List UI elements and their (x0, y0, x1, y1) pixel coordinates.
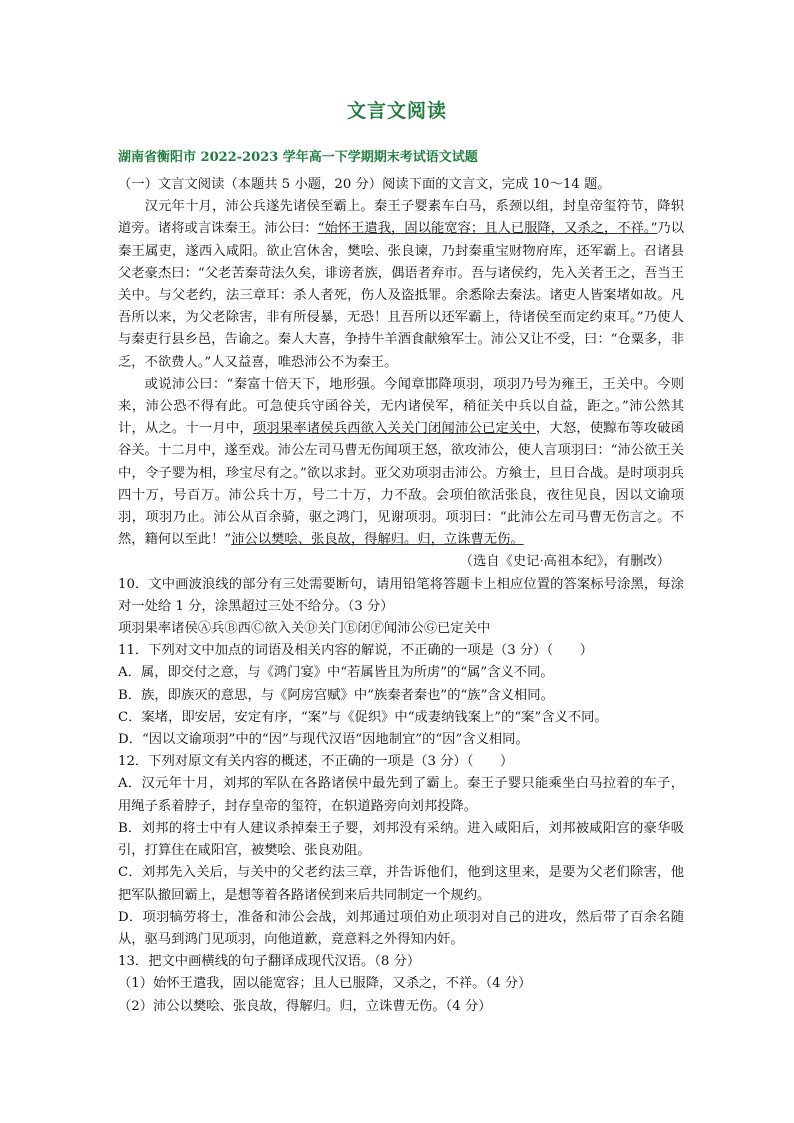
option-11-a: A．属，即交付之意，与《鸿门宴》中“若属皆且为所虏”的“属”含义不同。 (118, 665, 554, 681)
passage-paragraph-1 (118, 196, 684, 374)
intro-line: （一）文言文阅读（本题共 5 小题，20 分）阅读下面的文言文，完成 10～14 题。 (118, 177, 611, 192)
underlined-sentence-1: “始怀王遣我，固以能宽容；且人已服降，又杀之，不祥。” (317, 221, 658, 237)
passage-text: 乃以秦王属吏，遂西入咸阳。欲止宫休舍，樊哙、张良谏，乃封秦重宝财物府库，还军霸上。召诸县父老豪杰曰：“父老苦秦苛法久矣，诽谤者族，偶语者弃市。吾与诸侯约，先入关者王之，吾当王关中。与父老约，法三章耳：杀人者死，伤人及盗抵罪。余悉除去秦法。诸吏人皆案堵如故。凡吾所以来，为父老除害，非有所侵暴，无恐！且吾所以还军霸上，待诸侯至而定约束耳。”乃使人与秦吏行县乡邑，告谕之。秦人大喜，争持牛羊酒食献飨军士。沛公又让不受，曰：“仓粟多，非乏，不欲费人。”人又益喜，唯恐沛公不为秦王。 (118, 221, 684, 370)
option-11-c: C．案堵，即安居，安定有序，“案”与《促织》中“成妻纳钱案上”的“案”含义不同。 (118, 709, 608, 725)
option-12-d: D．项羽犒劳将士，准备和沛公会战，刘邦通过项伯劝止项羽对自己的进攻，然后带了百余名随从，驱马到鸿门见项羽，向他道歉，竟意料之外得知内奸。 (118, 909, 684, 947)
question-12: 12．下列对原文有关内容的概述，不正确的一项是（3 分）（ ） (118, 754, 514, 770)
source-line: 湖南省衡阳市 2022-2023 学年高一下学期期末考试语文试题 (118, 150, 478, 165)
passage-text: 或说沛公曰：“秦富十倍天下，地形强。今闻章邯降项羽，项羽乃号为雍王，王关中。今则来，沛公恐不得有此。可急使兵守函谷关，无内诸侯军，稍征关中兵以自益，距之。”沛公然其计，从之。十一月中， (118, 376, 684, 437)
passage-paragraph-2 (118, 374, 684, 552)
option-12-c: C．刘邦先入关后，与关中的父老约法三章，并告诉他们，他到这里来，是要为父老们除害，他把军队撤回霸上，是想等着各路诸侯到来后共同制定一个规约。 (118, 865, 684, 903)
question-10-line: 项羽果率诸侯Ⓐ兵Ⓑ西Ⓒ欲入关Ⓓ关门Ⓔ闭Ⓕ闻沛公Ⓖ已定关中 (118, 621, 491, 637)
page-title: 文言文阅读 (346, 100, 447, 122)
question-11: 11．下列对文中加点的词语及相关内容的解说，不正确的一项是（3 分）（ ） (118, 643, 594, 659)
passage-text: 汉元年十月，沛公兵遂先诸侯至霸上。秦王子婴素车白马，系颈以组，封皇帝玺符节，降轵道旁。诸将或言诛秦王。沛公曰： (118, 199, 684, 237)
option-12-a: A．汉元年十月，刘邦的军队在各路诸侯中最先到了霸上。秦王子婴只能乘坐白马拉着的车子，用绳子系着脖子，封存皇帝的玺符，在轵道路旁向刘邦投降。 (118, 776, 684, 814)
question-13-part-2: （2）沛公以樊哙、张良故，得解归。归，立诛曹无伤。（4 分） (118, 998, 492, 1014)
passage-text: ，大怒，使黥布等攻破函谷关。十二月中，遂至戏。沛公左司马曹无伤闻项王怒，欲攻沛公，使人言项羽曰：“沛公欲王关中，令子婴为相，珍宝尽有之。”欲以求封。亚父劝项羽击沛公。方飨士，旦日合战。是时项羽兵四十万，号百万。沛公兵十万，号二十万，力不敌。会项伯欲活张良，夜往见良，因以文谕项羽，项羽乃止。沛公从百余骑，驱之鸿门，见谢项羽。项羽曰：“此沛公左司马曹无伤言之。不然，籍何以至此！” (118, 421, 685, 548)
question-13: 13．把文中画横线的句子翻译成现代汉语。（8 分） (118, 954, 421, 970)
option-12-b: B．刘邦的将士中有人建议杀掉秦王子婴，刘邦没有采纳。进入咸阳后，刘邦被咸阳宫的豪华吸引，打算住在咸阳宫，被樊哙、张良劝阻。 (118, 820, 684, 859)
question-10: 10．文中画波浪线的部分有三处需要断句，请用铅笔将答题卡上相应位置的答案标号涂黑，每涂对一处给 1 分，涂黑超过三处不给分。（3 分） (118, 576, 684, 614)
option-11-b: B．族，即族灭的意思，与《阿房宫赋》中“族秦者秦也”的“族”含义相同。 (118, 687, 554, 703)
underlined-sentence-2: 沛公以樊哙、张良故，得解归。归，立诛曹无伤。 (231, 532, 524, 548)
question-13-part-1: （1）始怀王遣我，固以能宽容；且人已服降，又杀之，不祥。（4 分） (118, 976, 532, 992)
document-body (118, 174, 684, 1018)
source-note: （选自《史记·高祖本纪》，有删改） (459, 554, 670, 570)
wavy-line-segment: 项羽果率诸侯兵西欲入关关门闭闻沛公已定关中 (252, 421, 536, 437)
option-11-d: D．“因以文谕项羽”中的“因”与现代汉语“因地制宜”的“因”含义相同。 (118, 732, 529, 748)
